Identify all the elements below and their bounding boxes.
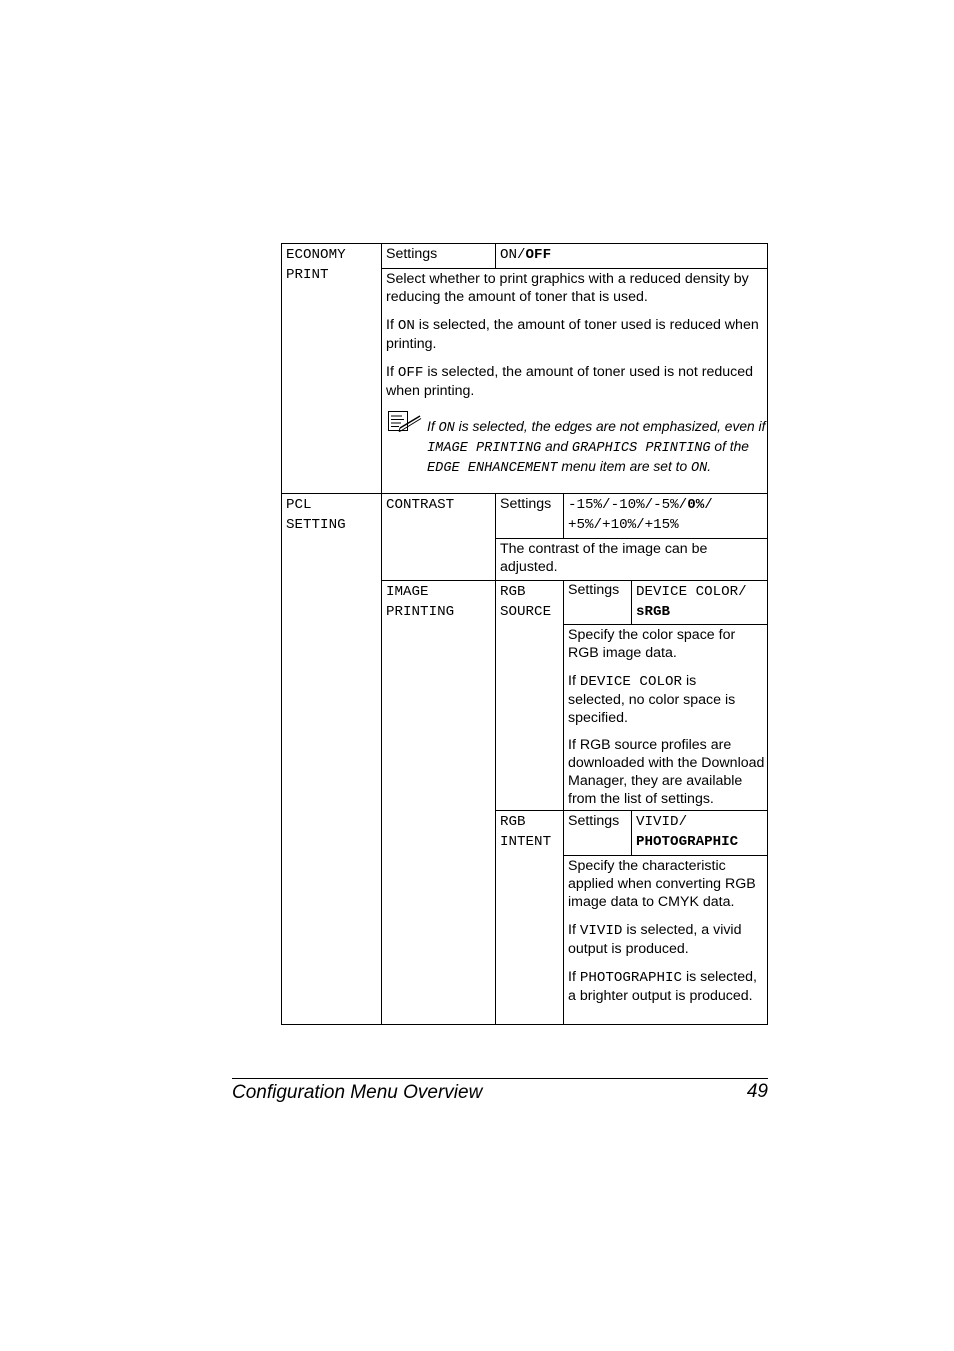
menu-label-economy-print (286, 246, 346, 285)
note-icon (387, 410, 423, 434)
table-border-top (281, 243, 768, 244)
economy-settings-values (500, 246, 551, 266)
table-divider (495, 493, 496, 1025)
menu-label-rgb-source (500, 583, 551, 622)
contrast-description: The contrast of the image can be adjusted. (500, 541, 708, 575)
default-setting-value: OFF (525, 247, 552, 263)
rgb-intent-settings-values (636, 813, 738, 852)
table-divider (495, 243, 496, 269)
setting-value: ON (500, 247, 518, 263)
default-setting-value: 0% (687, 497, 705, 513)
menu-label-line: RGB (500, 814, 526, 830)
separator: / (517, 247, 526, 263)
inline-value: OFF (397, 365, 424, 381)
contrast-settings-values: -15%/-10%/-5%/0%/ +5%/+10%/+15% (568, 496, 713, 535)
table-divider (631, 810, 632, 856)
setting-value: VIVID/ (636, 814, 688, 830)
description-text: Specify the characteristic applied when converting RGB image data to CMYK data. (568, 858, 756, 910)
menu-label-contrast: CONTRAST (386, 497, 455, 513)
setting-value: -15%/-10%/-5%/ (568, 497, 688, 513)
table-divider (563, 493, 564, 539)
setting-value: DEVICE COLOR/ (636, 584, 747, 600)
description-text: If RGB source profiles are downloaded with the Download Manager, they are available from the list of settings. (568, 737, 765, 807)
table-divider (381, 268, 768, 269)
inline-value: ON (397, 318, 415, 334)
description-text: If OFF is selected, the amount of toner used is not reduced when printing. (386, 364, 754, 399)
economy-description-block (386, 270, 766, 400)
description-text: If VIVID is selected, a vivid output is produced. (568, 922, 742, 957)
menu-label-line: INTENT (500, 833, 552, 850)
menu-label-line: PCL (286, 497, 312, 513)
rgb-source-settings-values (636, 583, 747, 622)
table-divider (381, 243, 382, 1025)
table-divider (563, 580, 564, 1025)
description-text: If ON is selected, the amount of toner used is reduced when printing. (386, 317, 759, 352)
note-text: If ON is selected, the edges are not emphasized, even if IMAGE PRINTING and GRAPHICS PRINTING of the EDGE ENHANCEMENT menu item are set to ON. (427, 419, 766, 476)
description-text: If PHOTOGRAPHIC is selected, a brighter output is produced. (568, 969, 757, 1004)
menu-label-image-printing (386, 583, 454, 622)
menu-label-pcl-setting (286, 496, 346, 535)
table-divider (495, 538, 768, 539)
table-divider (631, 580, 632, 625)
menu-label-line: SOURCE (500, 603, 552, 620)
inline-value: PHOTOGRAPHIC (579, 970, 682, 986)
footer-title: Configuration Menu Overview (232, 1082, 483, 1103)
menu-label-line: PRINTING (386, 603, 455, 620)
table-divider (563, 855, 768, 856)
inline-value: DEVICE COLOR (579, 674, 682, 690)
settings-label: Settings (568, 582, 620, 598)
description-text: Select whether to print graphics with a reduced density by reducing the amount of toner that is used. (386, 271, 749, 305)
settings-label: Settings (500, 496, 552, 512)
inline-value: VIVID (579, 923, 623, 939)
menu-label-line: RGB (500, 584, 526, 600)
rgb-intent-description-block (568, 857, 767, 1005)
menu-label-line: PRINT (286, 266, 329, 283)
table-border-right (767, 243, 768, 1025)
menu-label-line: SETTING (286, 516, 346, 533)
rgb-source-description-block (568, 626, 767, 808)
default-setting-value: PHOTOGRAPHIC (636, 833, 739, 850)
description-text: Specify the color space for RGB image data. (568, 627, 736, 661)
table-divider (563, 624, 768, 625)
default-setting-value: sRGB (636, 603, 671, 620)
footer-rule (232, 1078, 768, 1079)
menu-label-line: IMAGE (386, 584, 429, 600)
description-text: If DEVICE COLOR is selected, no color space is specified. (568, 673, 736, 726)
page-number: 49 (746, 1081, 768, 1102)
table-divider (281, 493, 768, 494)
setting-value: +5%/+10%/+15% (568, 516, 679, 533)
menu-label-line: ECONOMY (286, 247, 346, 263)
table-border-left (281, 243, 282, 1025)
table-border-bottom (281, 1024, 768, 1025)
menu-label-rgb-intent (500, 813, 551, 852)
settings-label: Settings (568, 813, 620, 829)
settings-label: Settings (386, 246, 438, 262)
